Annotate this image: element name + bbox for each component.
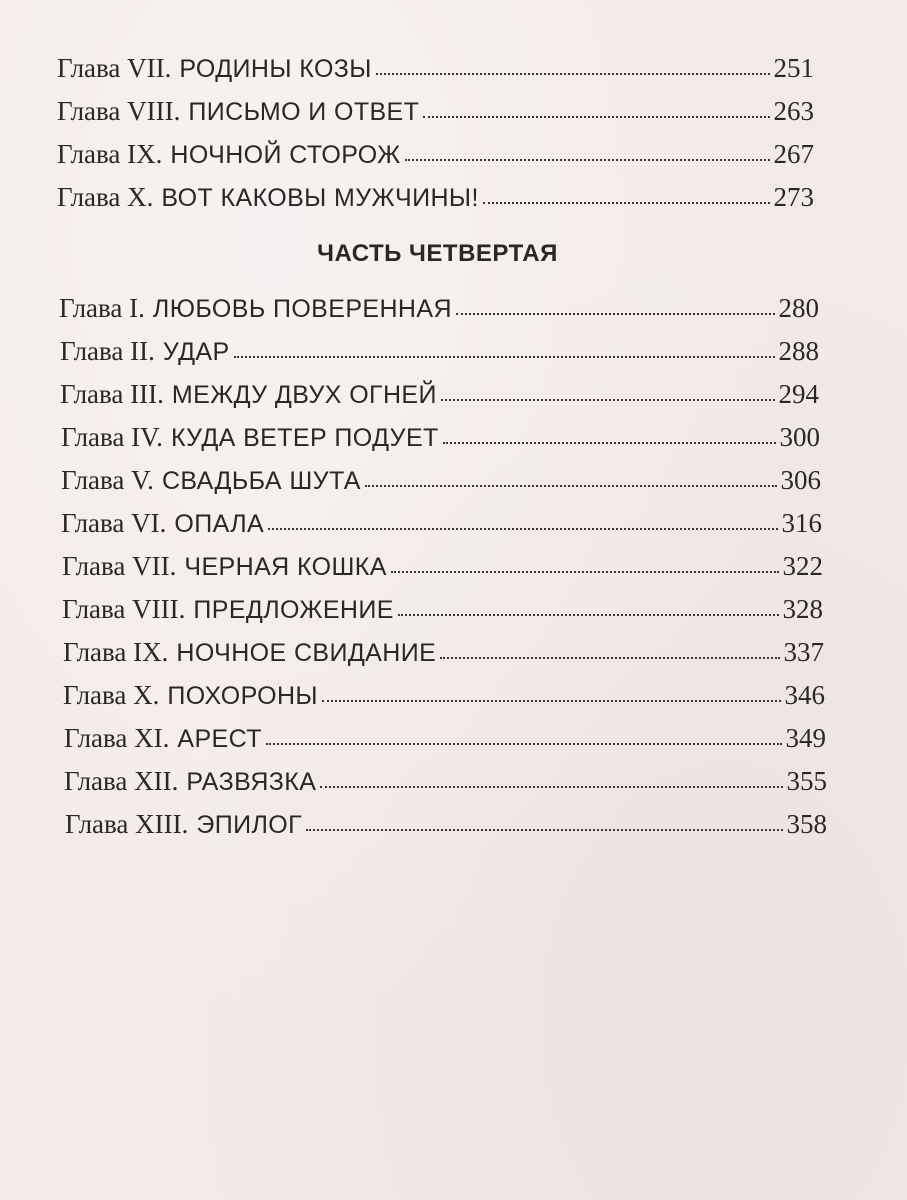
chapter-title: ПИСЬМО И ОТВЕТ: [188, 98, 420, 126]
chapter-title: МЕЖДУ ДВУХ ОГНЕЙ: [171, 381, 437, 409]
page-number: 316: [781, 508, 822, 538]
chapter-title: ОПАЛА: [174, 510, 265, 538]
page-number: 263: [773, 96, 814, 126]
chapter-number: Глава IV.: [61, 422, 163, 452]
page-number: 288: [778, 336, 819, 366]
toc-entry: [61, 460, 821, 500]
page-number: 337: [783, 637, 824, 667]
page-number: 294: [778, 379, 819, 409]
part-heading: ЧАСТЬ ЧЕТВЕРТАЯ: [317, 240, 558, 267]
chapter-title: КУДА ВЕТЕР ПОДУЕТ: [170, 424, 439, 452]
dot-leader: [423, 90, 769, 118]
toc-entry: [62, 589, 823, 629]
chapter-title: АРЕСТ: [177, 725, 262, 753]
toc-entry: [57, 177, 814, 217]
dot-leader: [483, 176, 770, 204]
toc-entry: [57, 134, 814, 174]
page-number: 322: [782, 551, 823, 581]
chapter-number: Глава VII.: [57, 53, 172, 83]
chapter-title: УДАР: [162, 338, 230, 366]
chapter-title: ЧЕРНАЯ КОШКА: [184, 553, 387, 581]
chapter-number: Глава IX.: [63, 637, 169, 667]
dot-leader: [306, 803, 782, 831]
chapter-number: Глава IX.: [57, 139, 163, 169]
page-number: 273: [773, 182, 814, 212]
page-number: 267: [773, 139, 814, 169]
chapter-title: ЭПИЛОГ: [196, 811, 303, 839]
page-number: 280: [778, 293, 819, 323]
chapter-title: РАЗВЯЗКА: [186, 768, 317, 796]
toc-entry: [62, 546, 823, 586]
chapter-number: Глава III.: [60, 379, 164, 409]
chapter-title: РОДИНЫ КОЗЫ: [179, 55, 372, 83]
dot-leader: [391, 545, 779, 573]
toc-entry: [65, 804, 827, 844]
dot-leader: [443, 416, 776, 444]
page-number: 328: [782, 594, 823, 624]
dot-leader: [268, 502, 777, 530]
dot-leader: [456, 287, 775, 315]
toc-entry: [64, 761, 827, 801]
dot-leader: [405, 133, 770, 161]
page-number: 300: [779, 422, 820, 452]
page-number: 358: [786, 809, 827, 839]
chapter-number: Глава XI.: [64, 723, 170, 753]
chapter-number: Глава VIII.: [62, 594, 186, 624]
page-number: 346: [784, 680, 825, 710]
toc-entry: [60, 331, 819, 371]
dot-leader: [365, 459, 777, 487]
chapter-number: Глава I.: [59, 293, 145, 323]
chapter-number: Глава II.: [60, 336, 155, 366]
toc-entry: [64, 718, 826, 758]
chapter-number: Глава VIII.: [57, 96, 181, 126]
chapter-number: Глава XII.: [64, 766, 179, 796]
toc-entry: [61, 503, 822, 543]
chapter-title: НОЧНОЙ СТОРОЖ: [170, 141, 401, 169]
chapter-title: ПОХОРОНЫ: [167, 682, 318, 710]
chapter-number: Глава VI.: [61, 508, 167, 538]
chapter-title: ВОТ КАКОВЫ МУЖЧИНЫ!: [161, 184, 479, 212]
page-number: 349: [785, 723, 826, 753]
toc-entry: [59, 288, 819, 328]
dot-leader: [234, 330, 775, 358]
toc-entry: [61, 417, 820, 457]
dot-leader: [322, 674, 781, 702]
chapter-number: Глава XIII.: [65, 809, 189, 839]
dot-leader: [266, 717, 782, 745]
toc-entry: [63, 675, 825, 715]
page-number: 251: [773, 53, 814, 83]
chapter-title: ПРЕДЛОЖЕНИЕ: [193, 596, 394, 624]
chapter-title: ЛЮБОВЬ ПОВЕРЕННАЯ: [152, 295, 452, 323]
chapter-title: НОЧНОЕ СВИДАНИЕ: [176, 639, 437, 667]
toc-entry: [57, 48, 814, 88]
toc-entry: [63, 632, 824, 672]
dot-leader: [376, 47, 770, 75]
page-number: 355: [786, 766, 827, 796]
dot-leader: [320, 760, 782, 788]
toc-entry: [60, 374, 819, 414]
dot-leader: [398, 588, 779, 616]
chapter-number: Глава X.: [57, 182, 154, 212]
dot-leader: [440, 631, 779, 659]
chapter-number: Глава V.: [61, 465, 154, 495]
chapter-number: Глава X.: [63, 680, 160, 710]
toc-entry: [57, 91, 814, 131]
page-number: 306: [780, 465, 821, 495]
dot-leader: [441, 373, 775, 401]
chapter-number: Глава VII.: [62, 551, 177, 581]
chapter-title: СВАДЬБА ШУТА: [161, 467, 361, 495]
